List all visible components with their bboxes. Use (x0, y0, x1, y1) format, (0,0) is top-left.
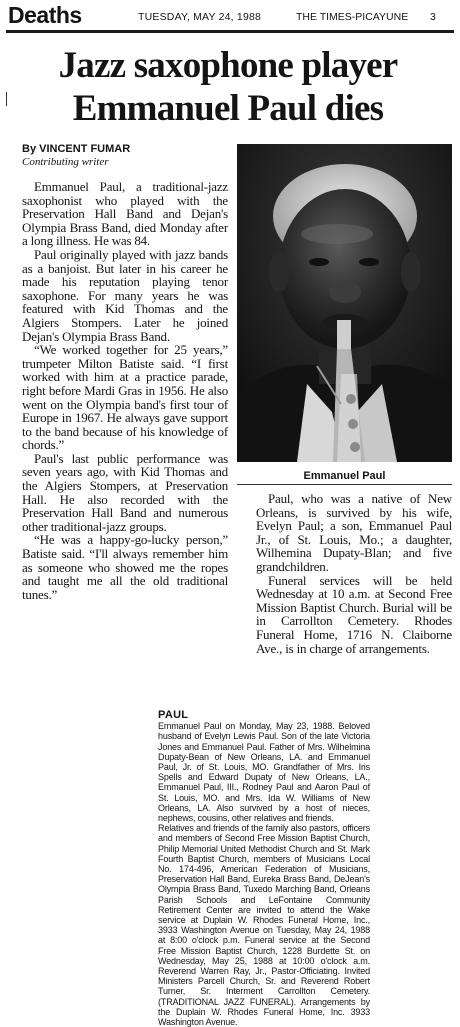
newspaper-name: THE TIMES-PICAYUNE (296, 11, 409, 23)
page-number: 3 (430, 11, 436, 23)
article-paragraph: Paul originally played with jazz bands as a banjoist. But later in his career he made his reputation playing tenor saxophone. For many years he was featured with Kid Thomas and the Algiers Stompers. Later he joined Dejan's Olympia Brass Band. (22, 246, 228, 344)
byline-author: By VINCENT FUMAR (22, 143, 131, 155)
article-column-left (22, 180, 228, 601)
publication-date: TUESDAY, MAY 24, 1988 (138, 11, 262, 23)
portrait-photo-image (237, 144, 452, 462)
caption-divider (237, 484, 452, 485)
obituary-text-2: Relatives and friends of the family also pastors, officers and members of Second Free Mission Baptist Church, Philip Memorial United Methodist Church and St. Mark Fourth Baptist Church, members of Musicians Local No. 174-496, American Federation of Musicians, Preservation Hall Band, Eureka Brass Band, DeJean's Olympia Brass Band, Tuxedo Marching Band, Orleans Parish Schools and LeFontaine Community Retirement Center are invited to attend the Wake service at Duplain W. Rhodes Funeral Home, Inc., 3933 Washington Avenue on Tuesday, May 24, 1988 at 8:00 o'clock p.m. Funeral service at the Second Free Mission Baptist Church, 1228 Burdette St. on Wednesday, May 25, 1988 at 10:00 o'clock a.m. Reverend Warren Ray, Jr., Pastor-Officiating. Invited Ministers Parcell Church, Sr. and Reverend Robert Turner, Sr. Interment Carrollton Cemetery. (TRADITIONAL JAZZ FUNERAL). Arrangements by the Duplain W. Rhodes Funeral Home, Inc. 3933 Washington Avenue. (158, 823, 370, 1027)
byline-role: Contributing writer (22, 156, 109, 168)
article-paragraph: Emmanuel Paul, a traditional-jazz saxophonist who played with the Preservation Hall Band and Dejan's Olympia Brass Band, died Monday after a long illness. He was 84. (22, 179, 228, 249)
section-label: Deaths (8, 2, 82, 28)
article-paragraph: “We worked together for 25 years,” trumpeter Milton Batiste said. “I first worked with him at a practice parade, right before Mardi Gras in 1956. He also went on the Olympia band's first tour of Europe in 1967. He always gave support to the band because of his knowledge of chords.” (22, 342, 228, 453)
photo-caption: Emmanuel Paul (303, 470, 386, 482)
portrait-photo (237, 144, 452, 462)
masthead (6, 4, 454, 33)
obituary-name: PAUL (158, 709, 189, 721)
margin-mark (6, 92, 7, 106)
article-paragraph: “He was a happy-go-lucky person,” Batiste said. “I'll always remember him as someone who showed me the ropes and taught me all the old traditional tunes.” (22, 532, 228, 602)
article-paragraph: Paul's last public performance was seven years ago, with Kid Thomas and the Algiers Stompers, at Preservation Hall. He also recorded with the Preservation Hall Band and numerous other traditional-jazz groups. (22, 450, 228, 534)
obituary-notice (158, 710, 370, 1027)
article-paragraph: Funeral services will be held Wednesday at 10 a.m. at Second Free Mission Baptist Church. Burial will be in Carrollton Cemetery. Rhodes Funeral Home, 1716 N. Claiborne Ave., is in charge of arrangements. (256, 572, 452, 656)
headline (8, 44, 448, 130)
article-column-right (256, 492, 452, 655)
article-paragraph: Paul, who was a native of New Orleans, is survived by his wife, Evelyn Paul; a son, Emmanuel Paul Jr., of St. Louis, Mo.; a daughter, Wilhemina Dupaty-Blan; and five grandchildren. (256, 491, 452, 574)
headline-line-2: Emmanuel Paul dies (72, 88, 384, 129)
headline-line-1: Jazz saxophone player (58, 45, 398, 86)
obituary-text: Emmanuel Paul on Monday, May 23, 1988. Beloved husband of Evelyn Lewis Paul. Son of the late Victoria Jones and Emmanuel Paul. Father of Mrs. Wilhelmina Dupaty-Bean of New Orleans, LA. and Emmanuel Paul, Jr. of St. Louis, MO. Grandfather of Mrs. Iris Spells and Edward Dupaty of New Orleans, LA., Emmanuel Paul, III., Rodney Paul and Aaron Paul of St. Louis, MO. and Mrs. Ida W. Williams of New Orleans, LA. Also survived by a host of nieces, nephews, cousins, other relatives and friends. (158, 721, 370, 824)
